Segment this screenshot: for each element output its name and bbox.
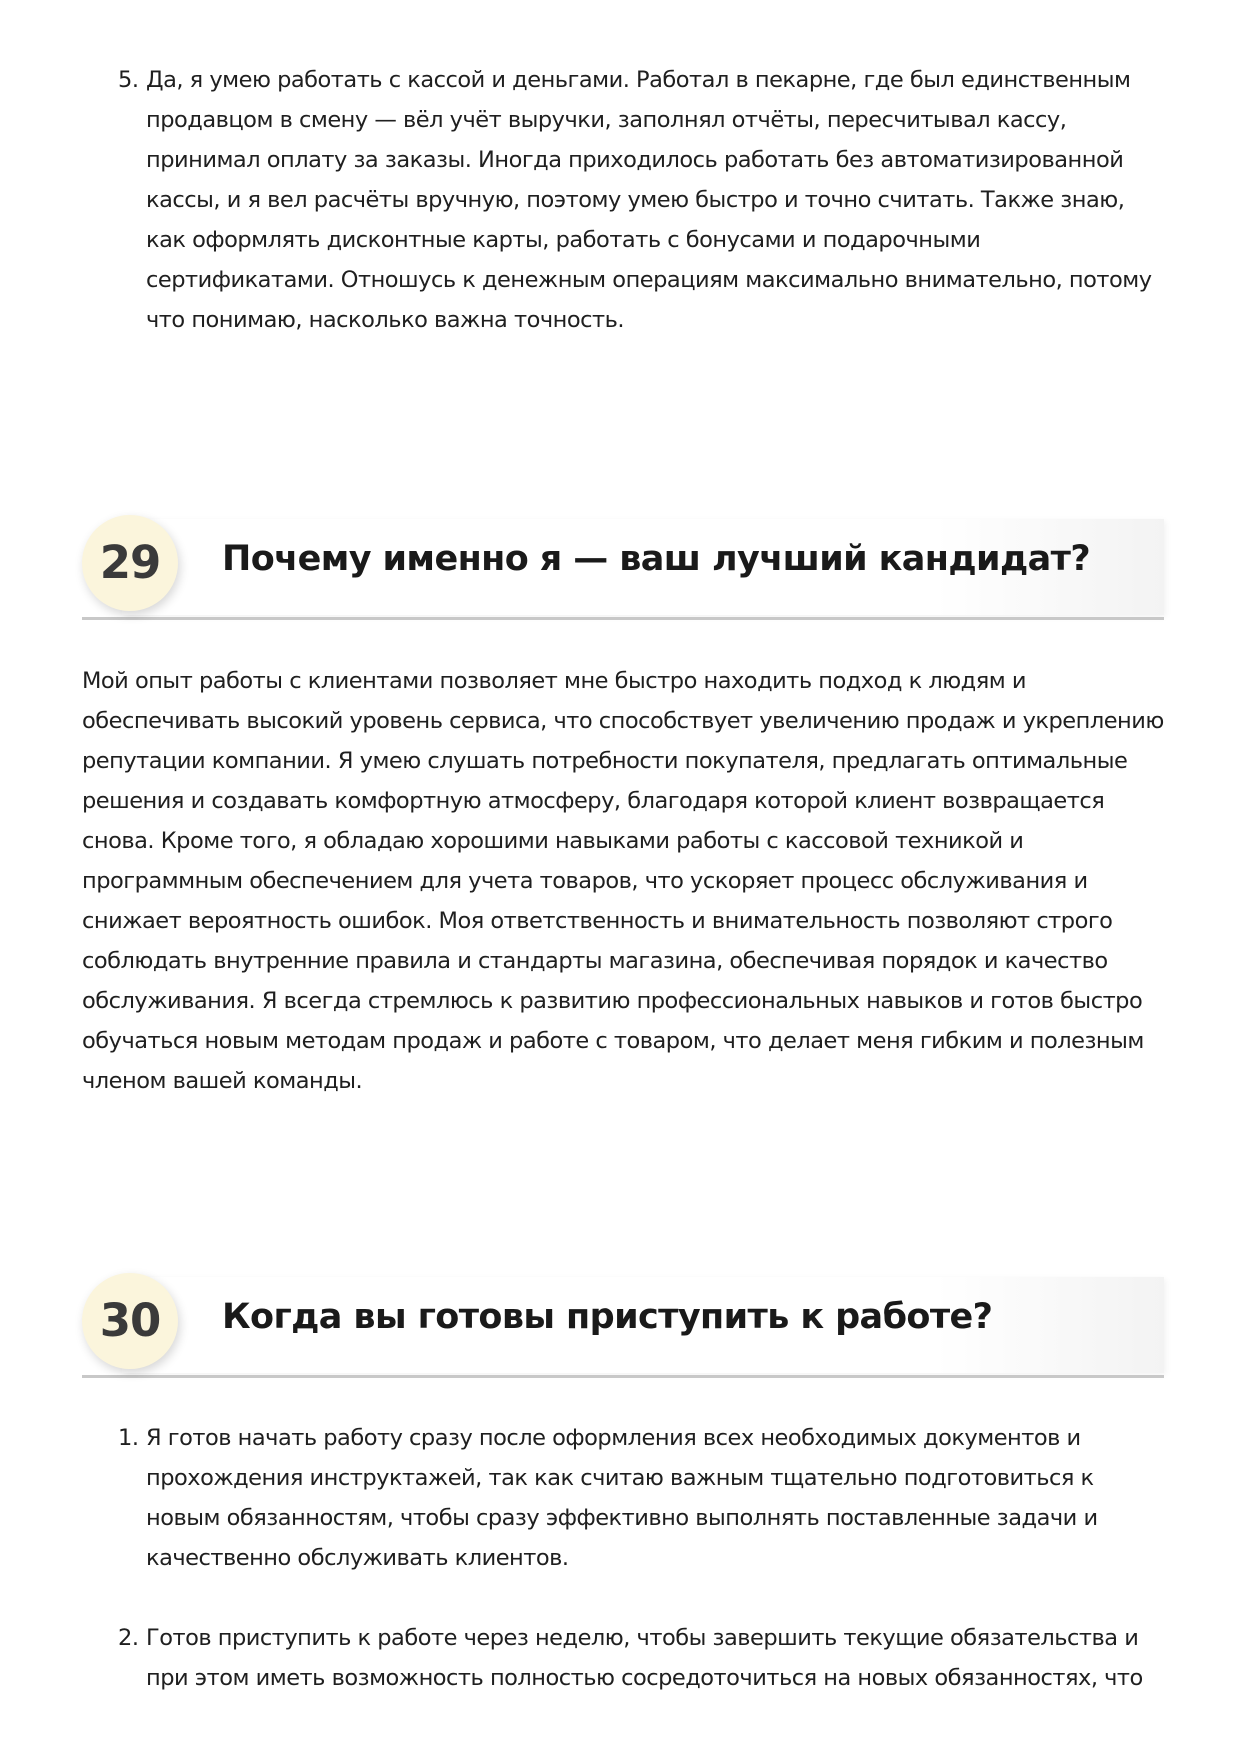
question-number-badge: 30 — [82, 1273, 178, 1369]
header-divider — [82, 617, 1164, 620]
list-item-text: Я готов начать работу сразу после оформления всех необходимых документов и прохождения инструктажей, так как считаю важным тщательно подготовиться к новым обязанностям, чтобы сразу эффективно выполнять поставленные задачи и качественно обслуживать клиентов. — [146, 1425, 1098, 1571]
list-item-text: Готов приступить к работе через неделю, чтобы завершить текущие обязательства и при этом иметь возможность полностью сосредоточиться на новых обязанностях, что — [146, 1625, 1143, 1691]
section-header-30 — [82, 1273, 1164, 1381]
question-number-badge: 29 — [82, 515, 178, 611]
section-header-29 — [82, 515, 1164, 623]
answer-list-item-1 — [118, 1418, 1163, 1578]
question-title: Когда вы готовы приступить к работе? — [222, 1297, 993, 1337]
list-item-number: 1. — [118, 1425, 139, 1451]
answer-list-item-2 — [118, 1618, 1163, 1698]
list-item-number: 2. — [118, 1625, 139, 1651]
question-title: Почему именно я — ваш лучший кандидат? — [222, 539, 1091, 579]
answer-paragraph-29: Мой опыт работы с клиентами позволяет мне быстро находить подход к людям и обеспечивать высокий уровень сервиса, что способствует увеличению продаж и укреплению репутации компании. Я умею слушать потребности покупателя, предлагать оптимальные решения и создавать комфортную атмосферу, благодаря которой клиент возвращается снова. Кроме того, я обладаю хорошими навыками работы с кассовой техникой и программным обеспечением для учета товаров, что ускоряет процесс обслуживания и снижает вероятность ошибок. Моя ответственность и внимательность позволяют строго соблюдать внутренние правила и стандарты магазина, обеспечивая порядок и качество обслуживания. Я всегда стремлюсь к развитию профессиональных навыков и готов быстро обучаться новым методам продаж и работе с товаром, что делает меня гибким и полезным членом вашей команды. — [82, 668, 1164, 1094]
list-item-number: 5. — [118, 67, 139, 93]
list-item-text: Да, я умею работать с кассой и деньгами. Работал в пекарне, где был единственным продавцом в смену — вёл учёт выручки, заполнял отчёты, пересчитывал кассу, принимал оплату за заказы. Иногда приходилось работать без автоматизированной кассы, и я вел расчёты вручную, поэтому умею быстро и точно считать. Также знаю, как оформлять дисконтные карты, работать с бонусами и подарочными сертификатами. Отношусь к денежным операциям максимально внимательно, потому что понимаю, насколько важна точность. — [146, 67, 1152, 333]
answer-list-item-5 — [118, 60, 1163, 340]
header-divider — [82, 1375, 1164, 1378]
